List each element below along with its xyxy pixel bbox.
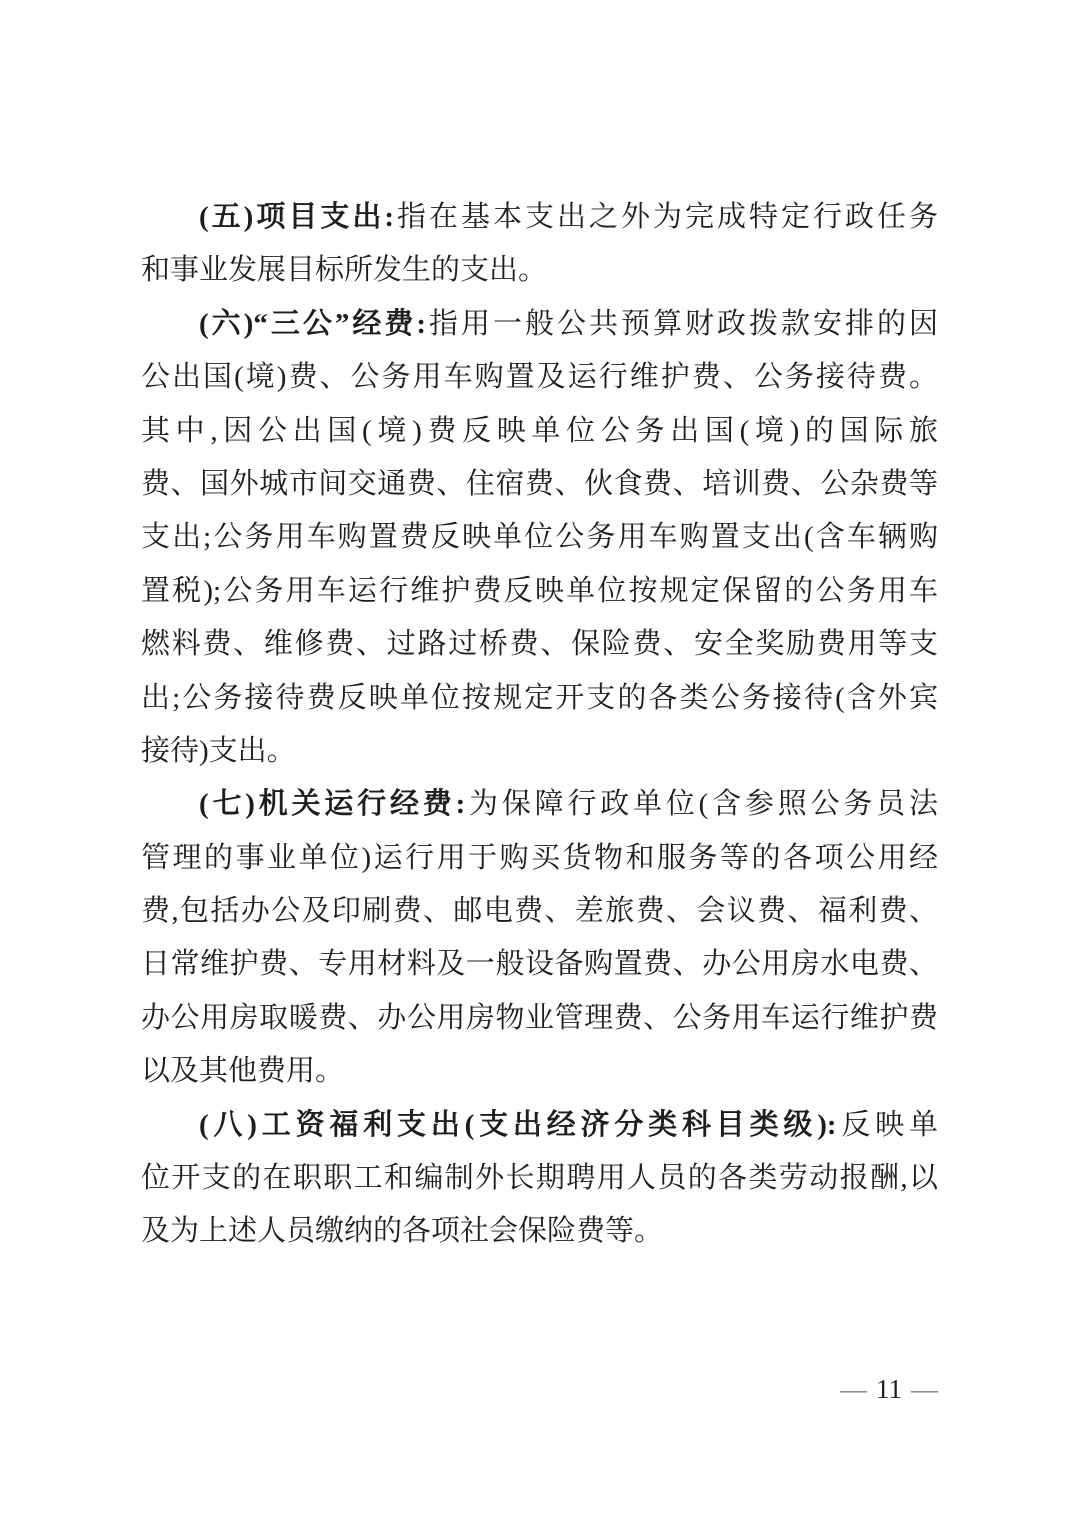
text-line: [141, 1205, 938, 1258]
text-segment: 反映单: [836, 1108, 938, 1141]
heading-segment: (八)工资福利支出(支出经济分类科目类级):: [199, 1108, 837, 1141]
text-line: [141, 565, 938, 618]
page-number-left-dash: —: [840, 1374, 867, 1404]
heading-segment: (七)机关运行经费:: [199, 788, 466, 821]
text-line: [141, 405, 938, 458]
text-segment: 以及其他费用。: [141, 1055, 345, 1088]
text-block: [141, 191, 938, 1259]
text-line: [141, 725, 938, 778]
text-segment: 办公用房取暖费、办公用房物业管理费、公务用车运行维护费: [141, 1001, 938, 1034]
page-number-right-dash: —: [911, 1374, 938, 1404]
text-segment: 位开支的在职职工和编制外长期聘用人员的各类劳动报酬,以: [141, 1162, 938, 1195]
text-segment: 日常维护费、专用材料及一般设备购置费、办公用房水电费、: [141, 948, 938, 981]
text-segment: 管理的事业单位)运行用于购买货物和服务等的各项公用经: [141, 841, 938, 874]
text-line: [141, 1045, 938, 1098]
text-line: [141, 351, 938, 404]
heading-segment: (六)“三公”经费:: [199, 307, 426, 340]
text-segment: 其中,因公出国(境)费反映单位公务出国(境)的国际旅: [141, 414, 938, 447]
text-line: [141, 1152, 938, 1205]
text-segment: 为保障行政单位(含参照公务员法: [465, 788, 938, 821]
text-segment: 燃料费、维修费、过路过桥费、保险费、安全奖励费用等支: [141, 628, 938, 661]
text-segment: 公出国(境)费、公务用车购置及运行维护费、公务接待费。: [141, 361, 938, 394]
text-line: [141, 885, 938, 938]
text-line: [141, 458, 938, 511]
text-segment: 出;公务接待费反映单位按规定开支的各类公务接待(含外宾: [141, 681, 938, 714]
paragraph: [141, 298, 938, 779]
page-number-value: 11: [876, 1374, 902, 1404]
text-line: [141, 618, 938, 671]
text-line: [141, 938, 938, 991]
text-line: [141, 832, 938, 885]
text-segment: 指用一般公共预算财政拨款安排的因: [425, 307, 938, 340]
text-segment: 指在基本支出之外为完成特定行政任务: [393, 201, 938, 233]
text-segment: 费,包括办公及印刷费、邮电费、差旅费、会议费、福利费、: [141, 895, 938, 928]
text-segment: 支出;公务用车购置费反映单位公务用车购置支出(含车辆购: [141, 521, 938, 554]
text-segment: 和事业发展目标所发生的支出。: [141, 254, 548, 287]
text-segment: 费、国外城市间交通费、住宿费、伙食费、培训费、公杂费等: [141, 467, 938, 500]
paragraph: [141, 778, 938, 1098]
paragraph: [141, 1099, 938, 1259]
text-line: [141, 992, 938, 1045]
text-line: [141, 511, 938, 564]
page-number: [840, 1374, 938, 1404]
heading-segment: (五)项目支出:: [199, 201, 394, 233]
text-line: [141, 1099, 938, 1152]
text-segment: 接待)支出。: [141, 734, 296, 767]
text-line: [141, 191, 938, 244]
text-segment: 置税);公务用车运行维护费反映单位按规定保留的公务用车: [141, 574, 938, 607]
text-line: [141, 244, 938, 297]
text-line: [141, 298, 938, 351]
text-line: [141, 672, 938, 725]
text-line: [141, 778, 938, 831]
text-segment: 及为上述人员缴纳的各项社会保险费等。: [141, 1215, 664, 1248]
paragraph: [141, 191, 938, 298]
